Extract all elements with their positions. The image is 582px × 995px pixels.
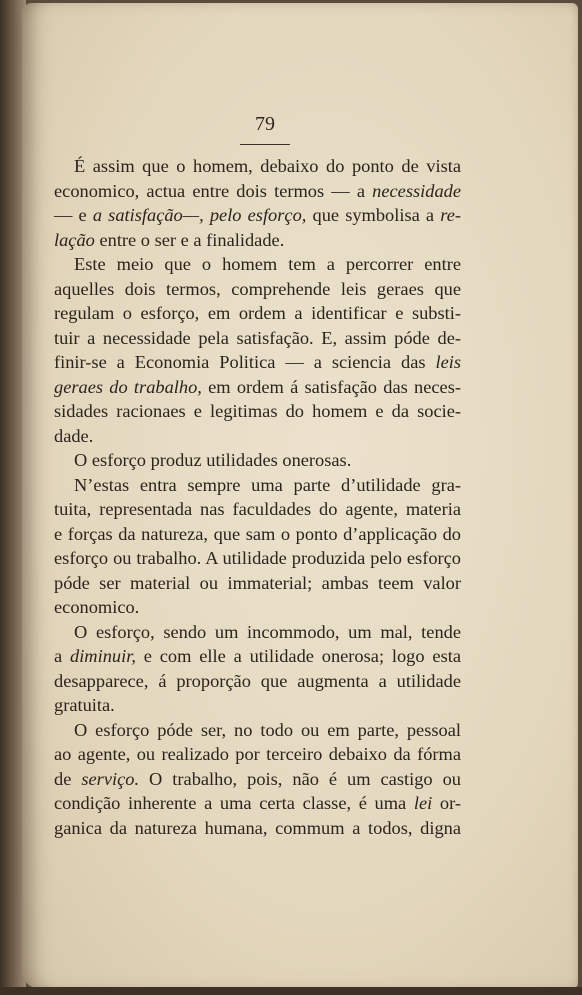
italic-text: leis [435,352,461,372]
text-line [54,742,461,767]
italic-text: necessidade [372,180,461,201]
body-text [54,154,461,840]
text-segment: O esforço póde ser, no todo ou em parte, pessoal [74,719,461,740]
text-segment: economico, actua entre dois termos — a [54,180,373,201]
italic-text: lei [413,793,433,813]
text-line [54,816,461,841]
text-segment: O trabalho, pois, não é um castigo ou [139,768,461,789]
text-segment: desapparece, á proporção que augmenta a utilidade [54,670,461,691]
text-line [54,718,461,743]
text-segment: Este meio que o homem tem a percorrer entre [74,254,461,274]
text-segment: or- [432,793,461,813]
text-line [54,350,461,375]
text-segment: e forças da natureza, que sam o ponto d’applicação do [54,523,461,544]
text-line [54,767,461,792]
text-segment: condição inherente a uma certa classe, é uma [54,793,414,813]
text-segment: sidades racionaes e legitimas do homem e da socie- [54,401,461,421]
text-segment: a [54,646,70,666]
text-line [54,620,461,645]
text-segment: O esforço produz utilidades onerosas. [74,450,352,470]
text-line [54,595,461,620]
text-line [54,644,461,669]
italic-text: diminuir, [70,646,136,666]
text-line [54,424,461,449]
text-segment: ao agente, ou realizado por terceiro debaixo da fórma [54,744,461,764]
text-segment: N’estas entra sempre uma parte d’utilidade gra- [74,474,461,495]
text-line [54,497,461,522]
text-line [54,693,461,718]
text-line [54,791,461,816]
text-segment: economico. [54,597,140,617]
text-line [54,448,461,473]
text-segment: gratuita. [54,695,115,715]
text-line [54,522,461,547]
text-segment: — e [54,205,93,225]
text-line [54,546,461,571]
text-segment: entre o ser e a finalidade. [94,229,285,250]
text-line [54,154,461,179]
text-segment: O esforço, sendo um incommodo, um mal, tende [74,621,461,642]
text-segment: em ordem á satisfação das neces- [201,376,461,397]
text-line [54,326,461,351]
text-line [54,228,461,253]
text-line [54,277,461,302]
text-line [54,375,461,400]
text-line [54,473,461,498]
text-segment: ganica da natureza humana, commum a todos, digna [54,817,461,838]
text-segment: que symbolisa a [306,205,441,225]
page-bottom-edge [0,987,582,995]
text-line [54,252,461,277]
text-segment: esforço ou trabalho. A utilidade produzida pelo esforço [54,548,461,568]
text-segment: regulam o esforço, em ordem a identificar e substi- [54,303,461,323]
text-segment: e com elle a utilidade onerosa; logo esta [135,646,461,666]
text-segment: de [54,768,82,789]
text-line [54,571,461,596]
text-line [54,203,461,228]
italic-text: a satisfação—, pelo esforço, [92,205,307,225]
text-segment: tuir a necessidade pela satisfação. E, assim póde de- [54,327,461,348]
text-segment: É assim que o homem, debaixo do ponto de vista [74,156,461,176]
header-rule [240,144,290,145]
text-line [54,669,461,694]
text-segment: finir-se a Economia Politica — a sciencia das [54,352,436,372]
italic-text: geraes do trabalho, [54,376,202,397]
text-segment: dade. [54,425,94,446]
text-line [54,399,461,424]
text-segment: póde ser material ou immaterial; ambas teem valor [54,572,461,593]
italic-text: lação [54,229,95,250]
page-number: 79 [255,113,275,135]
text-segment: tuita, representada nas faculdades do agente, materia [54,499,461,519]
text-line [54,179,461,204]
italic-text: re- [440,205,461,225]
text-line [54,301,461,326]
text-segment: aquelles dois termos, comprehende leis geraes que [54,278,461,299]
italic-text: serviço. [81,768,140,789]
